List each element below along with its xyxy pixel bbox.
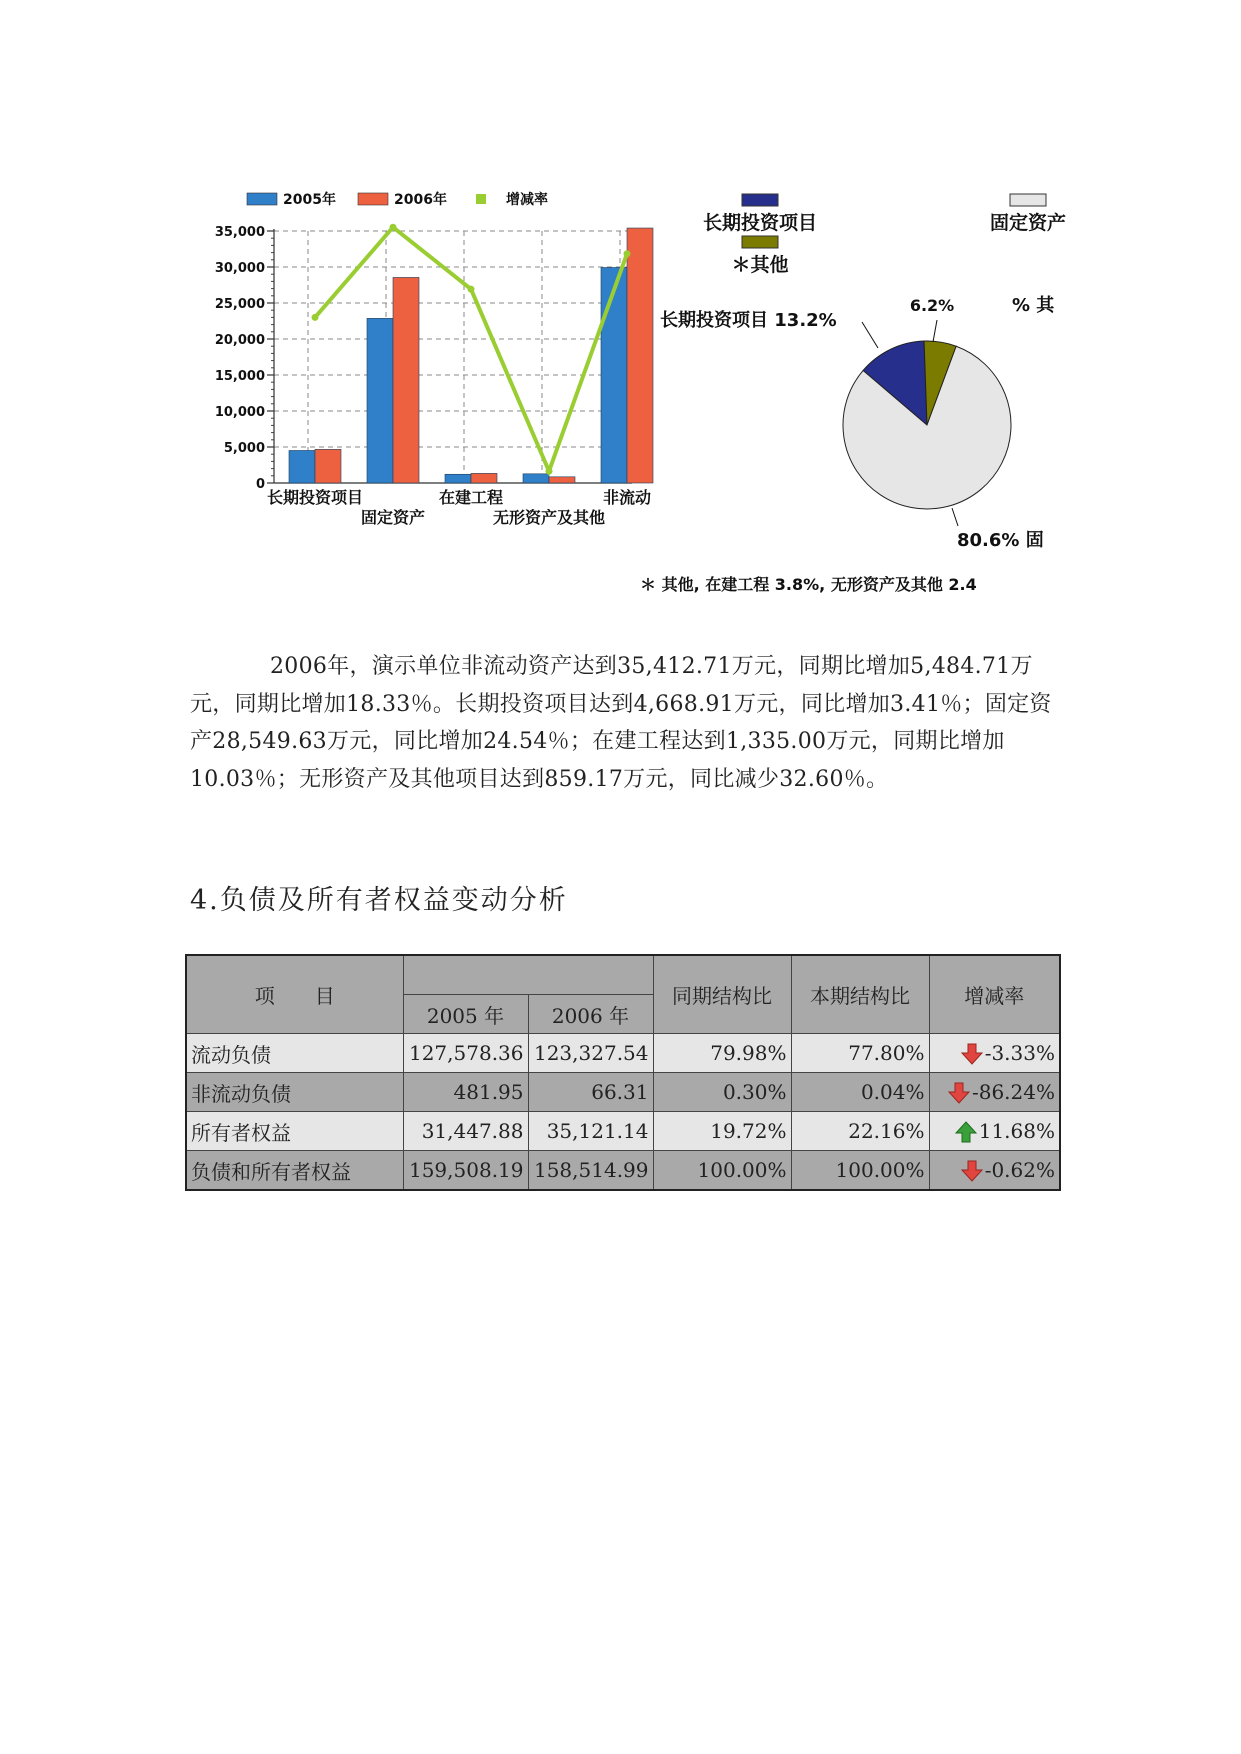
- legend-item-2: [476, 191, 548, 208]
- row-prev-ratio: 79.98%: [653, 1034, 791, 1073]
- header-item: 项 目: [186, 955, 403, 1034]
- bar-2005-2: [445, 474, 471, 483]
- pie-legend-item-0: [703, 194, 817, 234]
- legend-swatch: [358, 193, 388, 205]
- arrow-up-icon: [955, 1121, 977, 1143]
- pie-legend-label: ＊其他: [731, 254, 789, 276]
- legend-label: 2006年: [394, 192, 447, 208]
- bar-2005-0: [289, 450, 315, 483]
- pie-legend-swatch: [742, 236, 778, 248]
- y-tick-label: 20,000: [214, 333, 265, 348]
- row-2006-value: 123,327.54: [528, 1034, 653, 1073]
- bar-2006-4: [627, 228, 653, 483]
- pie-legend-item-2: [731, 236, 788, 276]
- row-change-value: -3.33%: [984, 1040, 1055, 1065]
- arrow-down-icon: [961, 1160, 983, 1182]
- legend-item-0: [247, 191, 336, 208]
- x-category-label-3: 无形资产及其他: [492, 508, 606, 527]
- y-tick-label: 30,000: [214, 261, 265, 276]
- header-years-group: [403, 955, 653, 995]
- bar-2006-0: [315, 449, 341, 483]
- header-curr-ratio: 本期结构比: [791, 955, 929, 1034]
- row-name: 非流动负债: [186, 1073, 403, 1112]
- x-category-label-1: 固定资产: [360, 508, 426, 527]
- row-2005-value: 481.95: [403, 1073, 528, 1112]
- row-2006-value: 158,514.99: [528, 1151, 653, 1191]
- row-change-value: 11.68%: [978, 1118, 1055, 1143]
- header-change: 增减率: [929, 955, 1060, 1034]
- row-2005-value: 159,508.19: [403, 1151, 528, 1191]
- row-change: [929, 1112, 1060, 1151]
- x-category-label-0: 长期投资项目: [266, 488, 364, 507]
- legend-swatch: [247, 193, 277, 205]
- analysis-paragraph: [190, 648, 1070, 798]
- row-prev-ratio: 100.00%: [653, 1151, 791, 1191]
- bar-2005-4: [601, 268, 627, 483]
- y-tick-label: 15,000: [214, 369, 265, 384]
- analysis-paragraph-text: 2006年，演示单位非流动资产达到35,412.71万元，同期比增加5,484.71万元，同期比增加18.33％。长期投资项目达到4,668.91万元，同比增加3.41％；固定资产28,549.63万元，同比增加24.54％；在建工程达到1,335.00万元，同期比增加10.03％；无形资产及其他项目达到859.17万元，同比减少32.60％。: [190, 654, 1052, 792]
- table-row: [186, 1073, 1060, 1112]
- table-header-row: [186, 955, 1060, 995]
- header-prev-ratio: 同期结构比: [653, 955, 791, 1034]
- bar-2006-3: [549, 477, 575, 483]
- header-2005: 2005 年: [403, 995, 528, 1034]
- y-tick-label: 35,000: [214, 225, 265, 240]
- pie-legend-item-1: [990, 194, 1066, 234]
- pie-label-fixed: 80.6% 固: [957, 530, 1044, 551]
- arrow-down-icon: [961, 1043, 983, 1065]
- pie-legend-label: 长期投资项目: [702, 212, 818, 234]
- growth-point-0: [312, 314, 319, 321]
- growth-point-2: [468, 286, 475, 293]
- row-name: 流动负债: [186, 1034, 403, 1073]
- y-tick-label: 5,000: [223, 441, 265, 456]
- pie-footnote: ＊ 其他, 在建工程 3.8%, 无形资产及其他 2.4: [640, 575, 977, 594]
- row-curr-ratio: 100.00%: [791, 1151, 929, 1191]
- liabilities-table: [185, 954, 1061, 1191]
- bar-2005-3: [523, 474, 549, 483]
- table-row: [186, 1112, 1060, 1151]
- legend-label: 2005年: [283, 192, 336, 208]
- leader-line: [933, 320, 937, 342]
- growth-point-3: [546, 468, 553, 475]
- bar-2006-2: [471, 473, 497, 483]
- pie-label-other: 6.2%: [909, 296, 955, 315]
- row-2006-value: 66.31: [528, 1073, 653, 1112]
- row-curr-ratio: 22.16%: [791, 1112, 929, 1151]
- row-change: [929, 1034, 1060, 1073]
- bar-line-chart: [212, 190, 652, 610]
- growth-point-4: [624, 250, 631, 257]
- section-title: 4.负债及所有者权益变动分析: [190, 885, 568, 916]
- x-category-label-2: 在建工程: [438, 488, 504, 507]
- row-curr-ratio: 77.80%: [791, 1034, 929, 1073]
- x-category-label-4: 非流动: [602, 488, 652, 507]
- row-name: 所有者权益: [186, 1112, 403, 1151]
- y-tick-label: 0: [255, 477, 265, 492]
- row-change: [929, 1151, 1060, 1191]
- y-tick-label: 25,000: [214, 297, 265, 312]
- row-change: [929, 1073, 1060, 1112]
- bar-2006-1: [393, 277, 419, 483]
- pie-legend-swatch: [1010, 194, 1046, 206]
- legend-item-1: [358, 191, 447, 208]
- pie-legend-swatch: [742, 194, 778, 206]
- arrow-down-icon: [948, 1082, 970, 1104]
- row-2005-value: 127,578.36: [403, 1034, 528, 1073]
- row-change-value: -0.62%: [984, 1157, 1055, 1182]
- pie-legend-label: 固定资产: [989, 212, 1067, 234]
- row-2006-value: 35,121.14: [528, 1112, 653, 1151]
- growth-line: [315, 227, 627, 471]
- row-2005-value: 31,447.88: [403, 1112, 528, 1151]
- row-prev-ratio: 19.72%: [653, 1112, 791, 1151]
- header-2006: 2006 年: [528, 995, 653, 1034]
- table-row: [186, 1151, 1060, 1191]
- pie-label-other-suffix: % 其: [1012, 295, 1055, 316]
- pie-label-long-term: 长期投资项目 13.2%: [660, 310, 837, 331]
- row-curr-ratio: 0.04%: [791, 1073, 929, 1112]
- legend-swatch: [476, 194, 486, 204]
- legend-label: 增减率: [506, 192, 548, 208]
- row-change-value: -86.24%: [971, 1079, 1055, 1104]
- y-tick-label: 10,000: [214, 405, 265, 420]
- row-name: 负债和所有者权益: [186, 1151, 403, 1191]
- table-row: [186, 1034, 1060, 1073]
- leader-line: [862, 322, 878, 348]
- row-prev-ratio: 0.30%: [653, 1073, 791, 1112]
- leader-line: [952, 508, 958, 526]
- bar-2005-1: [367, 318, 393, 483]
- growth-point-1: [390, 224, 397, 231]
- pie-chart: [640, 190, 1067, 610]
